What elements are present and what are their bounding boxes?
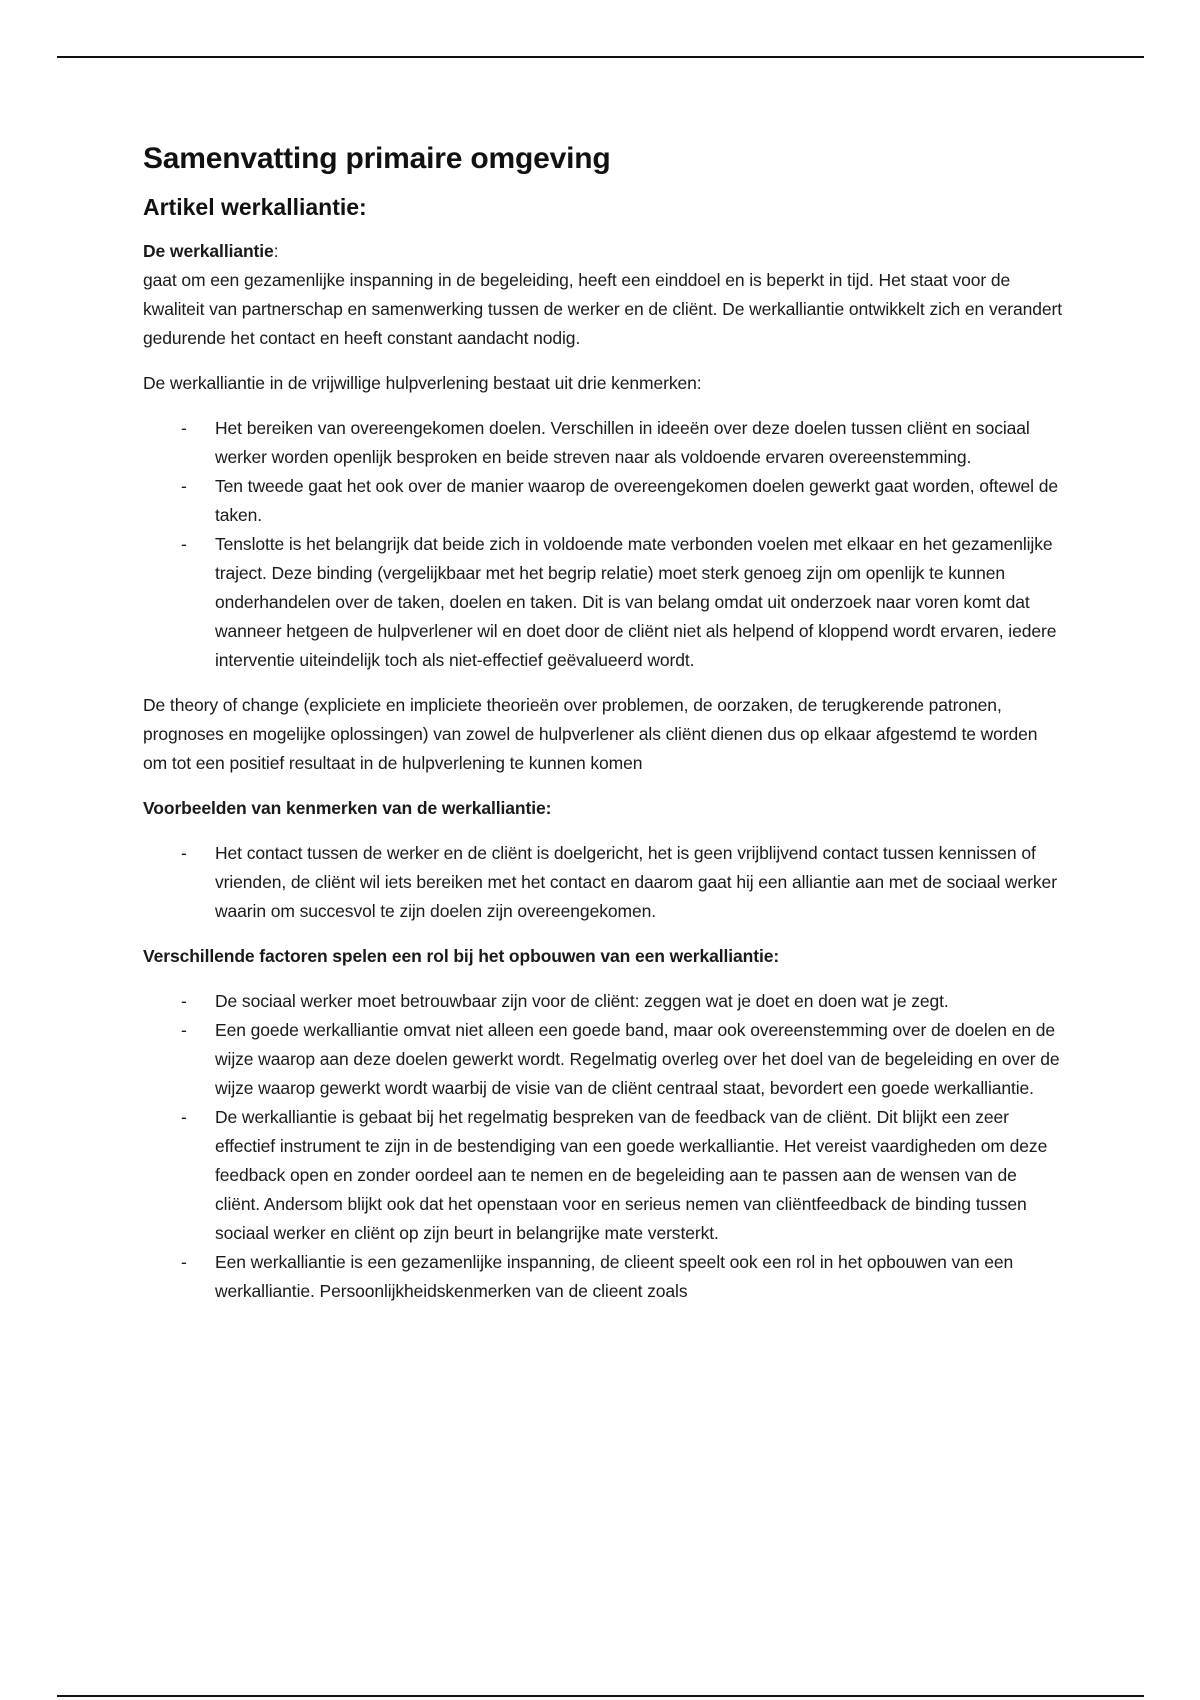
definition-term: De werkalliantie bbox=[143, 241, 274, 261]
examples-list bbox=[143, 839, 1063, 926]
section-heading: Artikel werkalliantie: bbox=[143, 194, 367, 220]
header-rule bbox=[57, 56, 1144, 58]
list-item: - Ten tweede gaat het ook over de manier waarop de overeengekomen doelen gewerkt gaat worden, oftewel de taken. bbox=[143, 472, 1063, 530]
list-item: - Het contact tussen de werker en de cliënt is doelgericht, het is geen vrijblijvend contact tussen kennissen of vrienden, de cliënt wil iets bereiken met het contact en daarom gaat hij een alliantie aan met de sociaal werker waarin om succesvol te zijn doelen zijn overeengekomen. bbox=[143, 839, 1063, 926]
document-page bbox=[143, 142, 1063, 1322]
characteristics-list bbox=[143, 414, 1063, 675]
document-title: Samenvatting primaire omgeving bbox=[143, 142, 611, 175]
list-item: - Een goede werkalliantie omvat niet alleen een goede band, maar ook overeenstemming over de doelen en de wijze waarop aan deze doelen gewerkt wordt. Regelmatig overleg over het doel van de begeleiding en over de wijze waarop gewerkt wordt waarbij de visie van de cliënt centraal staat, bevordert een goede werkalliantie. bbox=[143, 1016, 1063, 1103]
definition-paragraph: gaat om een gezamenlijke inspanning in de begeleiding, heeft een einddoel en is beperkt in tijd. Het staat voor de kwaliteit van partnerschap en samenwerking tussen de werker en de cliënt. De werkalliantie ontwikkelt zich en verandert gedurende het contact en heeft constant aandacht nodig. bbox=[143, 270, 1062, 348]
list-item: - Een werkalliantie is een gezamenlijke inspanning, de clieent speelt ook een rol in het opbouwen van een werkalliantie. Persoonlijkheidskenmerken van de clieent zoals bbox=[143, 1248, 1063, 1306]
list-intro-paragraph: De werkalliantie in de vrijwillige hulpverlening bestaat uit drie kenmerken: bbox=[143, 373, 702, 393]
list-item: - De sociaal werker moet betrouwbaar zijn voor de cliënt: zeggen wat je doet en doen wat je zegt. bbox=[143, 987, 1063, 1016]
list-item: - Tenslotte is het belangrijk dat beide zich in voldoende mate verbonden voelen met elkaar en het gezamenlijke traject. Deze binding (vergelijkbaar met het begrip relatie) moet sterk genoeg zijn om openlijk te kunnen onderhandelen over de taken, doelen en taken. Dit is van belang omdat uit onderzoek naar voren komt dat wanneer hetgeen de hulpverlener wil en doet door de cliënt niet als helpend of kloppend wordt ervaren, iedere interventie uiteindelijk toch als niet-effectief geëvalueerd wordt. bbox=[143, 530, 1063, 675]
factors-list bbox=[143, 987, 1063, 1306]
definition-label bbox=[143, 237, 1063, 266]
list-item: - De werkalliantie is gebaat bij het regelmatig bespreken van de feedback van de cliënt. Dit blijkt een zeer effectief instrument te zijn in de bestendiging van een goede werkalliantie. Het vereist vaardigheden om deze feedback open en zonder oordeel aan te nemen en de begeleiding aan te passen aan de wensen van de cliënt. Andersom blijkt ook dat het openstaan voor en serieus nemen van cliëntfeedback de binding tussen sociaal werker en cliënt op zijn beurt in belangrijke mate versterkt. bbox=[143, 1103, 1063, 1248]
factors-heading: Verschillende factoren spelen een rol bij het opbouwen van een werkalliantie: bbox=[143, 946, 780, 966]
footer-rule bbox=[57, 1695, 1144, 1697]
examples-heading: Voorbeelden van kenmerken van de werkalliantie: bbox=[143, 798, 552, 818]
list-item: - Het bereiken van overeengekomen doelen. Verschillen in ideeën over deze doelen tussen cliënt en sociaal werker worden openlijk besproken en beide streven naar als voldoende ervaren overeenstemming. bbox=[143, 414, 1063, 472]
definition-colon: : bbox=[273, 241, 279, 261]
theory-paragraph: De theory of change (expliciete en impliciete theorieën over problemen, de oorzaken, de terugkerende patronen, prognoses en mogelijke oplossingen) van zowel de hulpverlener als cliënt dienen dus op elkaar afgestemd te worden om tot een positief resultaat in de hulpverlening te kunnen komen bbox=[143, 695, 1038, 773]
